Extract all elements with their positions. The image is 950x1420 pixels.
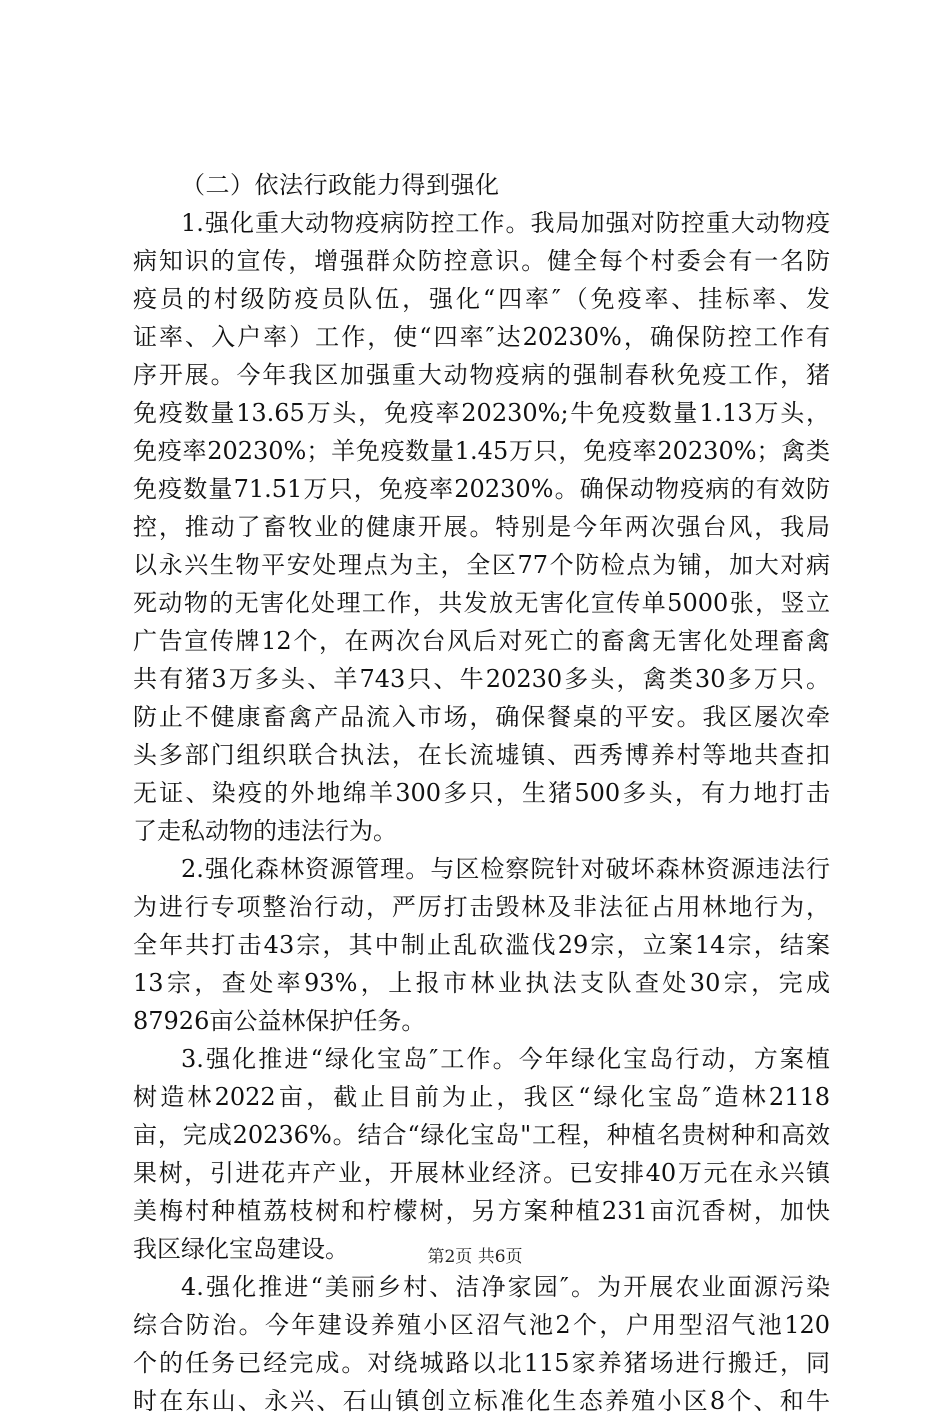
paragraph-line: 时在东山、永兴、石山镇创立标准化生态养殖小区8个、和牛	[133, 1387, 830, 1415]
paragraph-line: 树造林2022亩，截止目前为止，我区“绿化宝岛″造林2118	[133, 1083, 830, 1111]
paragraph-line: 2.强化森林资源管理。与区检察院针对破坏森林资源违法行	[181, 855, 830, 883]
paragraph-line: 3.强化推进“绿化宝岛″工作。今年绿化宝岛行动，方案植	[181, 1045, 830, 1073]
paragraph-line: 死动物的无害化处理工作，共发放无害化宣传单5000张，竖立	[133, 589, 830, 617]
paragraph-line: 免疫率20230%；羊免疫数量1.45万只，免疫率20230%；禽类	[133, 437, 830, 465]
paragraph-line: 以永兴生物平安处理点为主，全区77个防检点为铺，加大对病	[133, 551, 830, 579]
paragraph	[133, 204, 830, 850]
paragraph	[133, 850, 830, 1040]
paragraph	[133, 1268, 830, 1420]
paragraph-line: 免疫数量71.51万只，免疫率20230%。确保动物疫病的有效防	[133, 475, 830, 503]
paragraph-line: 无证、染疫的外地绵羊300多只，生猪500多头，有力地打击	[133, 779, 830, 807]
paragraph-line: 1.强化重大动物疫病防控工作。我局加强对防控重大动物疫	[181, 209, 830, 237]
paragraph-line: 免疫数量13.65万头，免疫率20230%;牛免疫数量1.13万头，	[133, 399, 830, 427]
paragraph-line: 87926亩公益林保护任务。	[133, 1007, 426, 1035]
paragraph-line: 序开展。今年我区加强重大动物疫病的强制春秋免疫工作，猪	[133, 361, 830, 389]
paragraph-line: 广告宣传牌12个，在两次台风后对死亡的畜禽无害化处理畜禽	[133, 627, 830, 655]
paragraph-line: 防止不健康畜禽产品流入市场，确保餐桌的平安。我区屡次牵	[133, 703, 830, 731]
paragraph-line: 13宗，查处率93%，上报市林业执法支队查处30宗，完成	[133, 969, 830, 997]
paragraph-list	[133, 204, 830, 1420]
paragraph-line: 亩，完成20236%。结合“绿化宝岛"工程，种植名贵树种和高效	[133, 1121, 830, 1149]
paragraph-line: 果树，引进花卉产业，开展林业经济。已安排40万元在永兴镇	[133, 1159, 830, 1187]
paragraph-line: 疫员的村级防疫员队伍，强化“四率″（免疫率、挂标率、发	[133, 285, 830, 313]
paragraph-line: 全年共打击43宗，其中制止乱砍滥伐29宗，立案14宗，结案	[133, 931, 830, 959]
paragraph-line: 控，推动了畜牧业的健康开展。特别是今年两次强台风，我局	[133, 513, 830, 541]
paragraph-line: 我区绿化宝岛建设。	[133, 1235, 349, 1263]
document-body	[133, 166, 830, 1420]
paragraph-line: 4.强化推进“美丽乡村、洁净家园″。为开展农业面源污染	[181, 1273, 830, 1301]
paragraph-line: 个的任务已经完成。对绕城路以北115家养猪场进行搬迁，同	[133, 1349, 830, 1377]
paragraph-line: 头多部门组织联合执法，在长流墟镇、西秀博养村等地共查扣	[133, 741, 830, 769]
paragraph-line: 共有猪3万多头、羊743只、牛20230多头，禽类30多万只。	[133, 665, 830, 693]
paragraph-line: 病知识的宣传，增强群众防控意识。健全每个村委会有一名防	[133, 247, 830, 275]
page-footer: 第2页 共6页	[427, 1247, 523, 1267]
paragraph-line: 综合防治。今年建设养殖小区沼气池2个，户用型沼气池120	[133, 1311, 830, 1339]
paragraph	[133, 1040, 830, 1268]
paragraph-line: 为进行专项整治行动，严厉打击毁林及非法征占用林地行为，	[133, 893, 830, 921]
paragraph-line: 美梅村种植荔枝树和柠檬树，另方案种植231亩沉香树，加快	[133, 1197, 830, 1225]
paragraph-line: 了走私动物的违法行为。	[133, 817, 397, 845]
section-heading: （二）依法行政能力得到强化	[181, 171, 500, 199]
paragraph-line: 证率、入户率）工作，使“四率″达20230%，确保防控工作有	[133, 323, 830, 351]
